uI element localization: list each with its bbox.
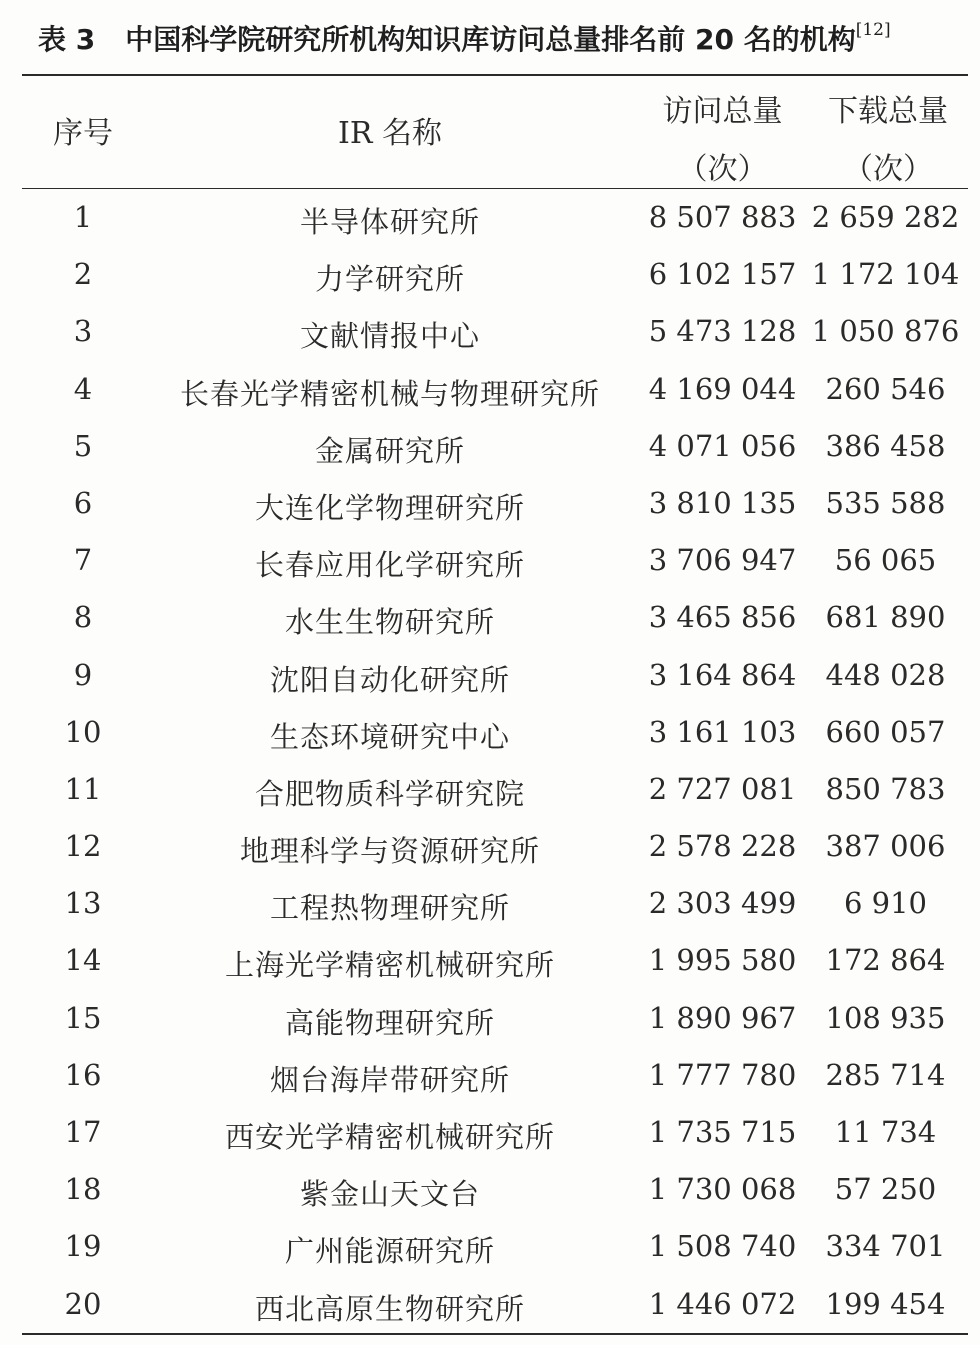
header-visits-line1: 访问总量 xyxy=(662,94,783,129)
cell-visits: 1 446 072 xyxy=(648,1286,797,1321)
cell-visits: 2 578 228 xyxy=(648,829,797,864)
cell-visits: 1 995 580 xyxy=(648,943,797,978)
cell-index: 19 xyxy=(64,1229,102,1264)
cell-downloads: 1 050 876 xyxy=(811,314,960,349)
cell-downloads: 660 057 xyxy=(825,714,946,749)
table-label: 表 3 xyxy=(38,23,96,56)
cell-name: 工程热物理研究所 xyxy=(269,891,510,926)
cell-downloads: 850 783 xyxy=(825,771,946,806)
cell-index: 14 xyxy=(64,943,102,978)
table-row xyxy=(0,476,980,533)
cell-name: 烟台海岸带研究所 xyxy=(269,1062,510,1097)
cell-visits: 8 507 883 xyxy=(648,200,797,234)
table-row xyxy=(0,648,980,705)
header-visits xyxy=(640,86,805,188)
cell-visits: 2 303 499 xyxy=(648,886,797,921)
table-row xyxy=(0,876,980,933)
cell-index: 8 xyxy=(73,600,93,635)
cell-index: 4 xyxy=(73,371,93,406)
table-row xyxy=(0,419,980,476)
cell-index: 11 xyxy=(64,771,102,806)
cell-downloads: 285 714 xyxy=(825,1057,946,1092)
cell-downloads: 172 864 xyxy=(825,943,946,978)
header-name xyxy=(290,108,490,152)
cell-index: 6 xyxy=(73,485,93,520)
table-body xyxy=(0,190,980,1334)
cell-index: 13 xyxy=(64,886,102,921)
table-top-rule xyxy=(22,74,968,76)
header-downloads-line1: 下载总量 xyxy=(828,94,948,129)
cell-downloads: 2 659 282 xyxy=(811,200,960,234)
cell-visits: 3 161 103 xyxy=(648,714,797,749)
table-row xyxy=(0,1219,980,1276)
cell-visits: 1 730 068 xyxy=(648,1172,797,1207)
cell-name: 生态环境研究中心 xyxy=(269,719,510,754)
header-downloads-line2: （次） xyxy=(843,152,933,187)
cell-index: 3 xyxy=(73,314,93,349)
table-row xyxy=(0,590,980,647)
cell-name: 力学研究所 xyxy=(314,262,465,297)
table-row xyxy=(0,762,980,819)
cell-name: 长春光学精密机械与物理研究所 xyxy=(179,376,600,411)
cell-name: 文献情报中心 xyxy=(299,319,480,354)
cell-downloads: 1 172 104 xyxy=(811,257,960,292)
cell-name: 水生生物研究所 xyxy=(284,605,495,640)
cell-visits: 4 071 056 xyxy=(648,428,797,463)
table-row xyxy=(0,362,980,419)
table-row xyxy=(0,705,980,762)
cell-name: 长春应用化学研究所 xyxy=(254,548,525,583)
cell-visits: 1 777 780 xyxy=(648,1057,797,1092)
table-row xyxy=(0,1048,980,1105)
cell-index: 5 xyxy=(73,428,93,463)
table-row xyxy=(0,991,980,1048)
cell-downloads: 535 588 xyxy=(825,485,946,520)
table-row xyxy=(0,304,980,361)
cell-name: 紫金山天文台 xyxy=(299,1177,480,1212)
cell-name: 西安光学精密机械研究所 xyxy=(224,1120,555,1154)
cell-downloads: 681 890 xyxy=(825,600,946,635)
table-row xyxy=(0,247,980,304)
table-row xyxy=(0,190,980,247)
cell-visits: 3 465 856 xyxy=(648,600,797,635)
cell-name: 沈阳自动化研究所 xyxy=(269,662,510,697)
cell-downloads: 386 458 xyxy=(825,428,946,463)
header-name-label: IR 名称 xyxy=(338,116,442,151)
cell-visits: 1 890 967 xyxy=(648,1000,797,1035)
cell-visits: 6 102 157 xyxy=(648,257,797,292)
cell-index: 16 xyxy=(64,1057,102,1092)
cell-index: 12 xyxy=(64,829,102,864)
cell-downloads: 56 065 xyxy=(834,543,937,578)
table-row xyxy=(0,1105,980,1162)
cell-downloads: 6 910 xyxy=(843,886,928,921)
cell-index: 15 xyxy=(64,1000,102,1035)
cell-downloads: 260 546 xyxy=(825,371,946,406)
cell-name: 金属研究所 xyxy=(314,433,465,468)
cell-visits: 5 473 128 xyxy=(648,314,797,349)
table-row xyxy=(0,533,980,590)
header-visits-line2: （次） xyxy=(677,152,768,187)
cell-downloads: 387 006 xyxy=(825,829,946,864)
cell-name: 西北高原生物研究所 xyxy=(254,1291,525,1326)
cell-name: 上海光学精密机械研究所 xyxy=(224,948,555,983)
cell-name: 大连化学物理研究所 xyxy=(254,490,525,525)
cell-name: 广州能源研究所 xyxy=(284,1234,495,1269)
cell-index: 9 xyxy=(73,657,93,692)
cell-downloads: 448 028 xyxy=(825,657,946,692)
cell-visits: 3 706 947 xyxy=(648,543,797,578)
cell-downloads: 334 701 xyxy=(825,1229,946,1264)
cell-visits: 1 508 740 xyxy=(648,1229,797,1264)
cell-index: 17 xyxy=(64,1115,102,1149)
cell-visits: 3 164 864 xyxy=(648,657,797,692)
reference-citation: [12] xyxy=(855,20,891,40)
cell-index: 20 xyxy=(64,1286,102,1321)
cell-downloads: 11 734 xyxy=(834,1115,937,1149)
table-row xyxy=(0,1277,980,1334)
cell-visits: 3 810 135 xyxy=(648,485,797,520)
cell-visits: 4 169 044 xyxy=(648,371,797,406)
cell-name: 高能物理研究所 xyxy=(284,1005,495,1040)
cell-index: 18 xyxy=(64,1172,102,1207)
cell-index: 1 xyxy=(73,200,93,234)
cell-name: 地理科学与资源研究所 xyxy=(239,834,540,869)
cell-downloads: 199 454 xyxy=(825,1286,946,1321)
cell-name: 半导体研究所 xyxy=(299,205,480,239)
cell-name: 合肥物质科学研究院 xyxy=(254,776,525,811)
table-row xyxy=(0,933,980,990)
header-index xyxy=(38,108,128,152)
table-row xyxy=(0,819,980,876)
header-index-label: 序号 xyxy=(53,116,113,151)
table-row xyxy=(0,1162,980,1219)
cell-downloads: 108 935 xyxy=(825,1000,946,1035)
header-downloads xyxy=(808,86,968,188)
cell-index: 10 xyxy=(64,714,102,749)
table-header-rule xyxy=(22,188,968,189)
cell-index: 7 xyxy=(73,543,93,578)
cell-index: 2 xyxy=(73,257,93,292)
table-bottom-rule xyxy=(22,1333,968,1335)
cell-visits: 2 727 081 xyxy=(648,771,797,806)
table-title: 中国科学院研究所机构知识库访问总量排名前 20 名的机构 xyxy=(125,23,856,56)
cell-downloads: 57 250 xyxy=(834,1172,937,1207)
table-caption xyxy=(38,14,891,66)
cell-visits: 1 735 715 xyxy=(648,1115,797,1149)
